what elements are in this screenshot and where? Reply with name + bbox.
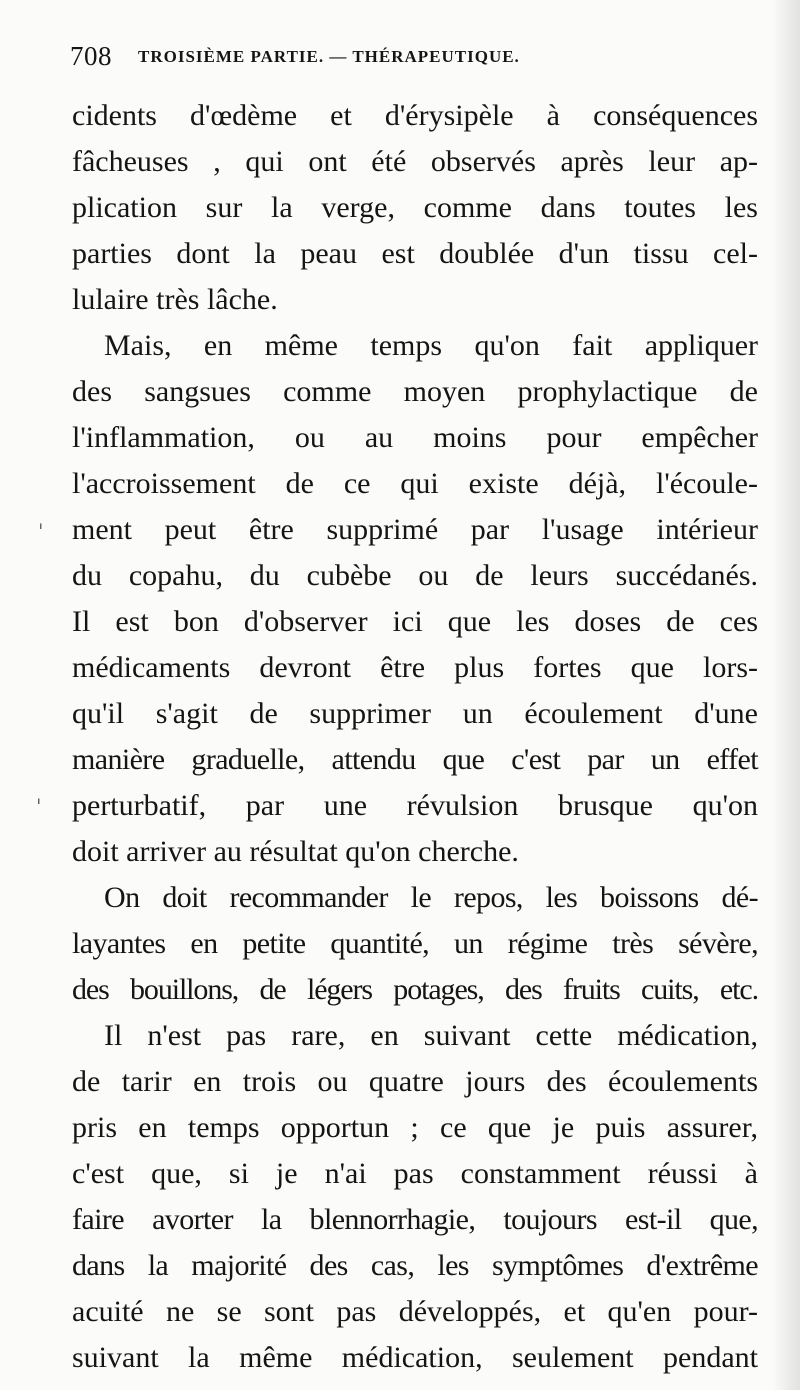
text-line: pris en temps opportun ; ce que je puis assurer,	[72, 1111, 758, 1144]
text-line: Il n'est pas rare, en suivant cette médication,	[104, 1019, 758, 1052]
text-line: suivant la même médication, seulement pendant	[72, 1341, 758, 1374]
body-text	[72, 93, 758, 1381]
text-line: lulaire très lâche.	[72, 283, 278, 316]
page-edge-shadow	[772, 0, 800, 1390]
text-line: du copahu, du cubèbe ou de leurs succédanés.	[72, 559, 758, 592]
text-line: plication sur la verge, comme dans toutes les	[72, 191, 758, 224]
page-header	[70, 38, 710, 74]
text-line: perturbatif, par une révulsion brusque qu'on	[72, 789, 758, 822]
text-line: acuité ne se sont pas développés, et qu'en pour-	[72, 1295, 758, 1328]
text-line: faire avorter la blennorrhagie, toujours est-il que,	[72, 1203, 758, 1236]
text-line: Mais, en même temps qu'on fait appliquer	[104, 329, 758, 362]
text-line: fâcheuses , qui ont été observés après leur ap-	[72, 145, 758, 178]
text-line: qu'il s'agit de supprimer un écoulement d'une	[72, 697, 758, 730]
text-line: des bouillons, de légers potages, des fruits cuits, etc.	[72, 973, 758, 1006]
text-line: des sangsues comme moyen prophylactique de	[72, 375, 758, 408]
text-line: médicaments devront être plus fortes que lors-	[72, 651, 758, 684]
text-line: doit arriver au résultat qu'on cherche.	[72, 835, 519, 868]
page-number: 708	[70, 41, 112, 71]
text-line: ment peut être supprimé par l'usage intérieur	[72, 513, 758, 546]
text-line: Il est bon d'observer ici que les doses de ces	[72, 605, 758, 638]
text-line: layantes en petite quantité, un régime très sévère,	[72, 927, 758, 960]
text-line: c'est que, si je n'ai pas constamment réussi à	[72, 1157, 758, 1190]
text-line: l'accroissement de ce qui existe déjà, l'écoule-	[72, 467, 758, 500]
text-line: cidents d'œdème et d'érysipèle à conséquences	[72, 99, 758, 132]
margin-mark: ˈ	[38, 520, 44, 544]
text-line: On doit recommander le repos, les boissons dé-	[104, 881, 758, 914]
text-line: dans la majorité des cas, les symptômes d'extrême	[72, 1249, 758, 1282]
margin-mark: ˌ	[36, 782, 42, 806]
text-line: parties dont la peau est doublée d'un tissu cel-	[72, 237, 758, 270]
text-line: manière graduelle, attendu que c'est par un effet	[72, 743, 758, 776]
text-line: de tarir en trois ou quatre jours des écoulements	[72, 1065, 758, 1098]
text-line: l'inflammation, ou au moins pour empêcher	[72, 421, 758, 454]
running-head: TROISIÈME PARTIE. — THÉRAPEUTIQUE.	[138, 47, 520, 66]
